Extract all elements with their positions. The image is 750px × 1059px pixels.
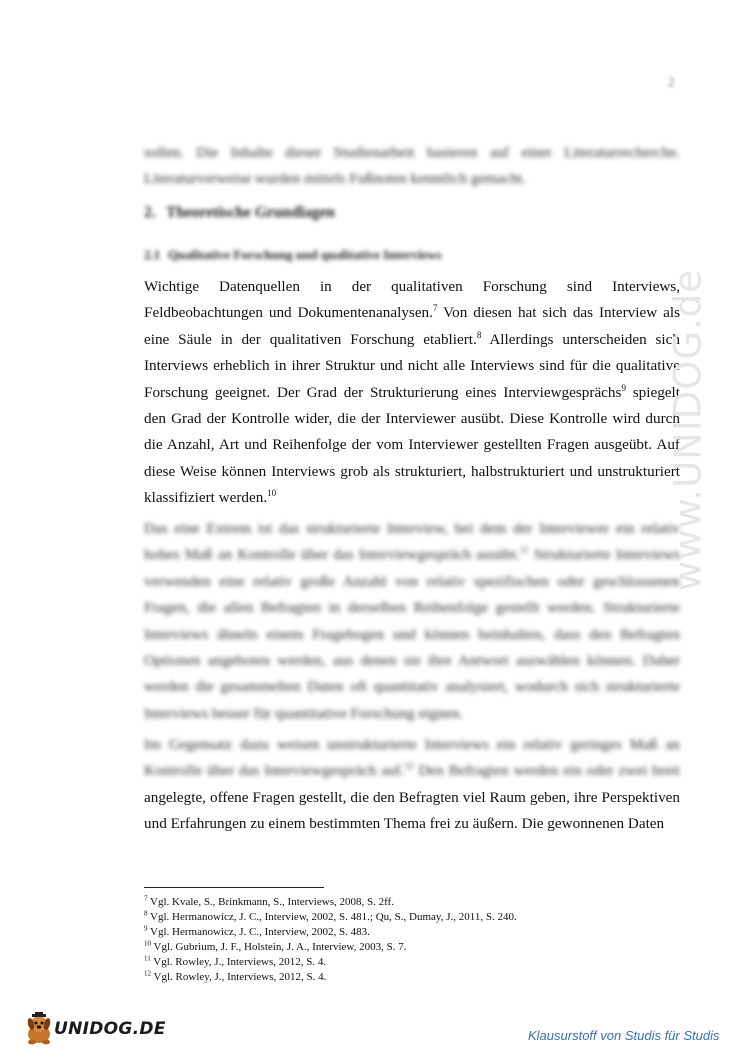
footnote-ref-8[interactable]: 8 <box>476 329 482 340</box>
footnote-11 <box>144 955 704 970</box>
footnote-text: Vgl. Gubrium, J. F., Holstein, J. A., Interview, 2003, S. 7. <box>151 940 407 953</box>
unidog-logo[interactable] <box>22 1012 166 1046</box>
p3-text-clear: angelegte, offene Fragen gestellt, die den Befragten viel Raum geben, ihre Perspektiven und Erfahrungen zu einem bestimmten Thema frei zu äußern. Die gewonnenen Daten <box>144 788 680 833</box>
footnote-7 <box>144 895 704 910</box>
footnote-8 <box>144 910 704 925</box>
footnote-text: Vgl. Rowley, J., Interviews, 2012, S. 4. <box>150 955 327 968</box>
section-heading <box>144 204 335 222</box>
logo-text: UNIDOG.DE <box>54 1019 166 1039</box>
body-paragraph-1 <box>144 274 680 512</box>
p1-text-1: Wichtige Datenquellen in der qualitativen Forschung sind Interviews, Feldbeobachtungen und Dokumentenanalysen. <box>144 278 680 322</box>
page-number: 2 <box>668 74 675 89</box>
footnote-ref-10[interactable]: 10 <box>267 488 277 499</box>
p2-text-2: Strukturierte Interviews verwenden eine relativ große Anzahl von relativ spezifischen oder geschlossenen Fragen, die allen Befragten in derselben Reihenfolge gestellt werden. Strukturierte Interviews ähneln einem Fragebogen und können beinhalten, dass den Befragten Optionen angeboten werden, aus denen sie ihre Antwort auswählen können. Daher werden die gesammelten Daten oft quantitativ analysiert, wodurch sich strukturierte Interviews besser für quantitative Forschung eignen. <box>144 546 680 722</box>
p2-text-1: Das eine Extrem ist das strukturierte Interview, bei dem der Interviewer ein relativ hohes Maß an Kontrolle über das Interviewgespräch ausübt. <box>144 520 680 564</box>
footnote-text: Vgl. Hermanowicz, J. C., Interview, 2002, S. 483. <box>147 925 370 938</box>
subsection-title: Qualitative Forschung und qualitative Interviews <box>168 247 442 262</box>
footnotes <box>144 895 704 984</box>
body-paragraph-3 <box>144 732 680 838</box>
footnote-num: 12 <box>144 968 151 977</box>
watermark-text: www.UNIDOG.de <box>666 268 710 592</box>
p3-text-blurred-2: Den Befragten werden ein oder zwei breit <box>413 762 680 780</box>
p1-text-4: spiegelt den Grad der Kontrolle wider, die der Interviewer ausübt. Diese Kontrolle wird durch die Anzahl, Art und Reihenfolge der vom Interviewer gestellten Fragen ausgeübt. Auf diese Weise können Interviews grob als strukturiert, halbstrukturiert und unstrukturiert klassifiziert werden. <box>144 383 680 507</box>
footnote-ref-12[interactable]: 12 <box>404 761 414 772</box>
footnote-text: Vgl. Hermanowicz, J. C., Interview, 2002, S. 481.; Qu, S., Dumay, J., 2011, S. 240. <box>147 910 517 923</box>
footnote-text: Vgl. Rowley, J., Interviews, 2012, S. 4. <box>151 970 327 983</box>
subsection-number: 2.1 <box>144 247 161 262</box>
footnote-num: 7 <box>144 894 148 903</box>
intro-text: sollen. Die Inhalte dieser Studienarbeit basieren auf einer Literaturrecherche. Literaturverweise wurden mittels Fußnoten kenntlich gemacht. <box>144 144 680 188</box>
footnote-num: 9 <box>144 924 148 933</box>
tagline: Klausurstoff von Studis für Studis <box>528 1028 720 1043</box>
footnote-num: 10 <box>144 939 151 948</box>
footnote-separator <box>144 887 324 888</box>
p3-text-blurred-1: Im Gegensatz dazu weisen unstrukturierte Interviews ein relativ geringes Maß an Kontrolle über das Interviewgespräch auf. <box>144 736 680 780</box>
section-number: 2. <box>144 204 156 221</box>
footnote-num: 11 <box>144 953 151 962</box>
footnote-ref-11[interactable]: 11 <box>519 545 529 556</box>
p1-text-3: Allerdings unterscheiden sich Interviews erheblich in ihrer Struktur und nicht alle Interviews sind für die qualitative Forschung geeignet. Der Grad der Strukturierung eines Interviewgesprächs <box>144 330 680 401</box>
footnote-text: Vgl. Kvale, S., Brinkmann, S., Interviews, 2008, S. 2ff. <box>147 896 394 908</box>
subsection-heading <box>144 247 442 263</box>
footnote-9 <box>144 925 704 940</box>
intro-paragraph <box>144 140 680 193</box>
footnote-12 <box>144 970 704 985</box>
footnote-ref-7[interactable]: 7 <box>432 303 438 314</box>
body-paragraph-2 <box>144 516 680 727</box>
footnote-num: 8 <box>144 909 148 918</box>
section-title: Theoretische Grundlagen <box>166 204 335 221</box>
dog-mascot-icon <box>22 1012 56 1046</box>
footnote-ref-9[interactable]: 9 <box>621 382 626 393</box>
footnote-10 <box>144 940 704 955</box>
p1-text-2: Von diesen hat sich das Interview als eine Säule in der qualitativen Forschung etabliert. <box>144 304 680 348</box>
